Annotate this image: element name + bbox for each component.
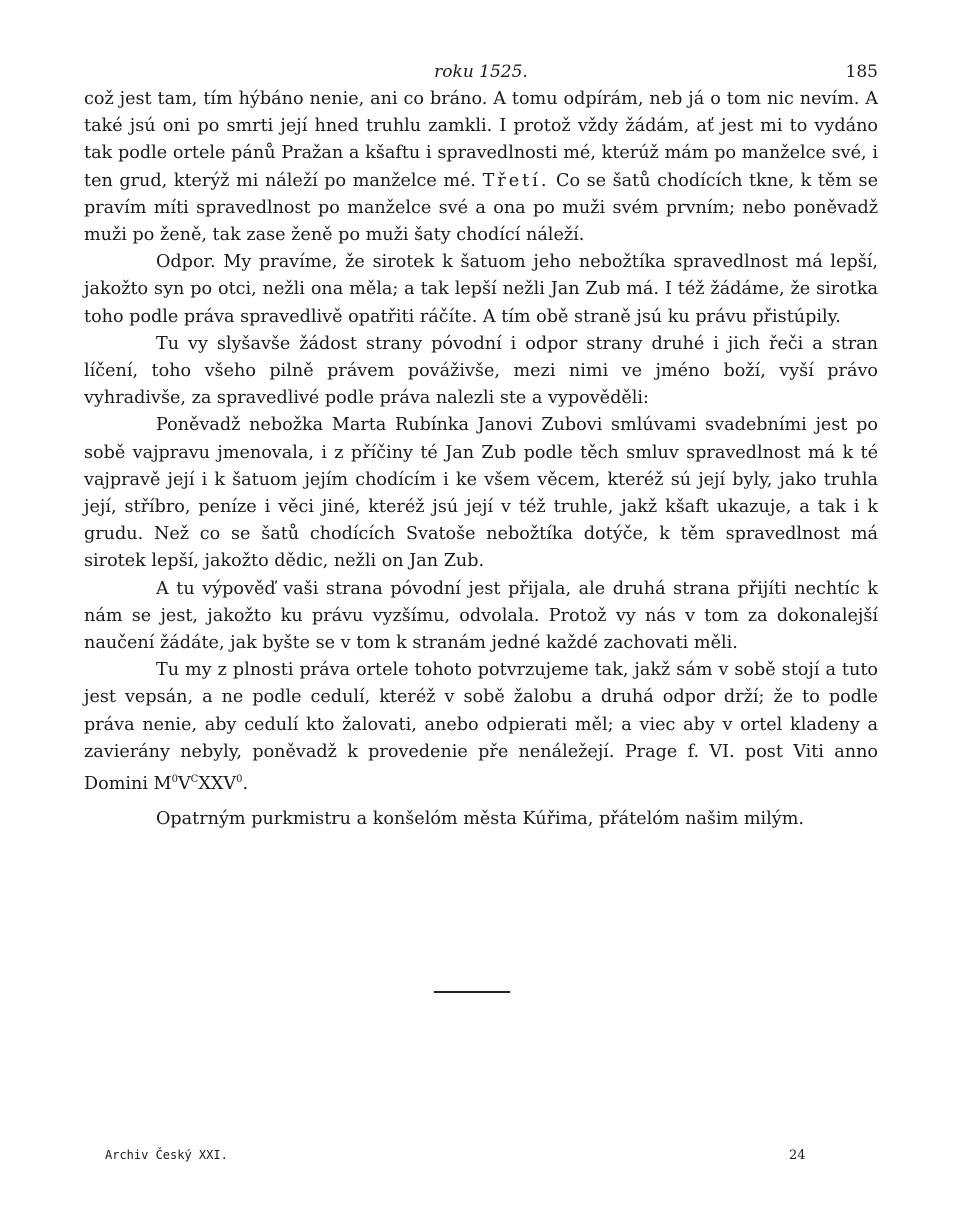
paragraph-6-text: Tu my z plnosti práva ortele tohoto potvrzujeme tak, jakž sám v sobě stojí a tuto jest vepsán, a ne podle cedulí, kteréž v sobě žalobu a druhá odpor drží; že to podle práva nenie, aby cedulí kto žalovati, anebo odpierati měl; a viec aby v ortel kladeny a zavierány nebyly, poněvadž k provedenie pře nenáležejí. Prage f. VI. post Viti anno Domini M — [84, 660, 878, 794]
paragraph-1 — [84, 86, 878, 249]
superscript: 0 — [171, 774, 178, 786]
body-text — [84, 86, 878, 833]
footer-source: Archiv Český XXI. — [105, 1148, 228, 1162]
date-part: XXV — [198, 773, 237, 794]
paragraph-4: Poněvadž nebožka Marta Rubínka Janovi Zubovi smlúvami svadebními jest po sobě vajpravu jmenovala, i z příčiny té Jan Zub podle těch smluv spravedlnost má k té vajpravě její i k šatuom jejím chodícím i ke všem věcem, kteréž sú její byly, jako truhla její, stříbro, peníze i věci jiné, kteréž jsú její v též truhle, jakž kšaft ukazuje, a tak i k grudu. Než co se šatů chodících Svatoše nebožtíka dotýče, k těm spravedlnost má sirotek lepší, jakožto dědic, nežli on Jan Zub. — [84, 415, 878, 572]
page — [84, 56, 878, 833]
section-marker: Třetí. — [482, 170, 550, 191]
section-divider — [434, 991, 510, 993]
paragraph-5: A tu výpověď vaši strana póvodní jest přijala, ale druhá strana přijíti nechtíc k nám se jest, jakožto ku právu vyzšímu, odvolala. Protož vy nás v tom za dokonalejší naučení žádáte, jak byšte se v tom k stranám jedné každé zachovati měli. — [84, 578, 878, 654]
running-title: roku 1525. — [434, 62, 528, 82]
paragraph-3: Tu vy slyšavše žádost strany póvodní i odpor strany druhé i jich řeči a stran líčení, toho všeho pilně právem pováživše, mezi nimi ve jméno boží, vyší právo vyhradivše, za spravedlivé podle práva nalezli ste a vypověděli: — [84, 333, 878, 409]
footer-signature: 24 — [789, 1148, 806, 1163]
paragraph-2: Odpor. My pravíme, že sirotek k šatuom jeho nebožtíka spravedlnost má lepší, jakožto syn po otci, nežli ona měla; a tak lepší nežli Jan Zub má. I též žádáme, že sirotka toho podle práva spravedlivě opatřiti ráčíte. A tím obě straně jsú ku právu přistúpily. — [84, 252, 878, 327]
paragraph-1-text-b: Co se šatů chodících tkne, k těm se pravím míti spravedlnost po manželce své a ona po muži svém prvním; nebo poněvadž muži po ženě, tak zase ženě po muži šaty chodící náleží. — [84, 170, 878, 246]
superscript: C — [190, 774, 199, 786]
paragraph-1-text-a: což jest tam, tím hýbáno nenie, ani co bráno. A tomu odpírám, neb já o tom nic nevím. A také jsú oni po smrti její hned truhlu zamkli. I protož vždy žádám, ať jest mi to vydáno tak podle ortele pánů Pražan a kšaftu i spravedlnosti mé, kterúž mám po manželce své, i ten grud, kterýž mi náleží po manželce mé. — [84, 89, 878, 191]
superscript: 0 — [236, 774, 243, 786]
date-part: V — [177, 773, 191, 794]
page-number: 185 — [845, 62, 878, 82]
paragraph-6 — [84, 657, 878, 798]
closing-address: Opatrným purkmistru a konšelóm města Kúřima, přátelóm našim milým. — [156, 809, 805, 830]
date-end: . — [242, 773, 249, 794]
page-header — [84, 56, 878, 86]
